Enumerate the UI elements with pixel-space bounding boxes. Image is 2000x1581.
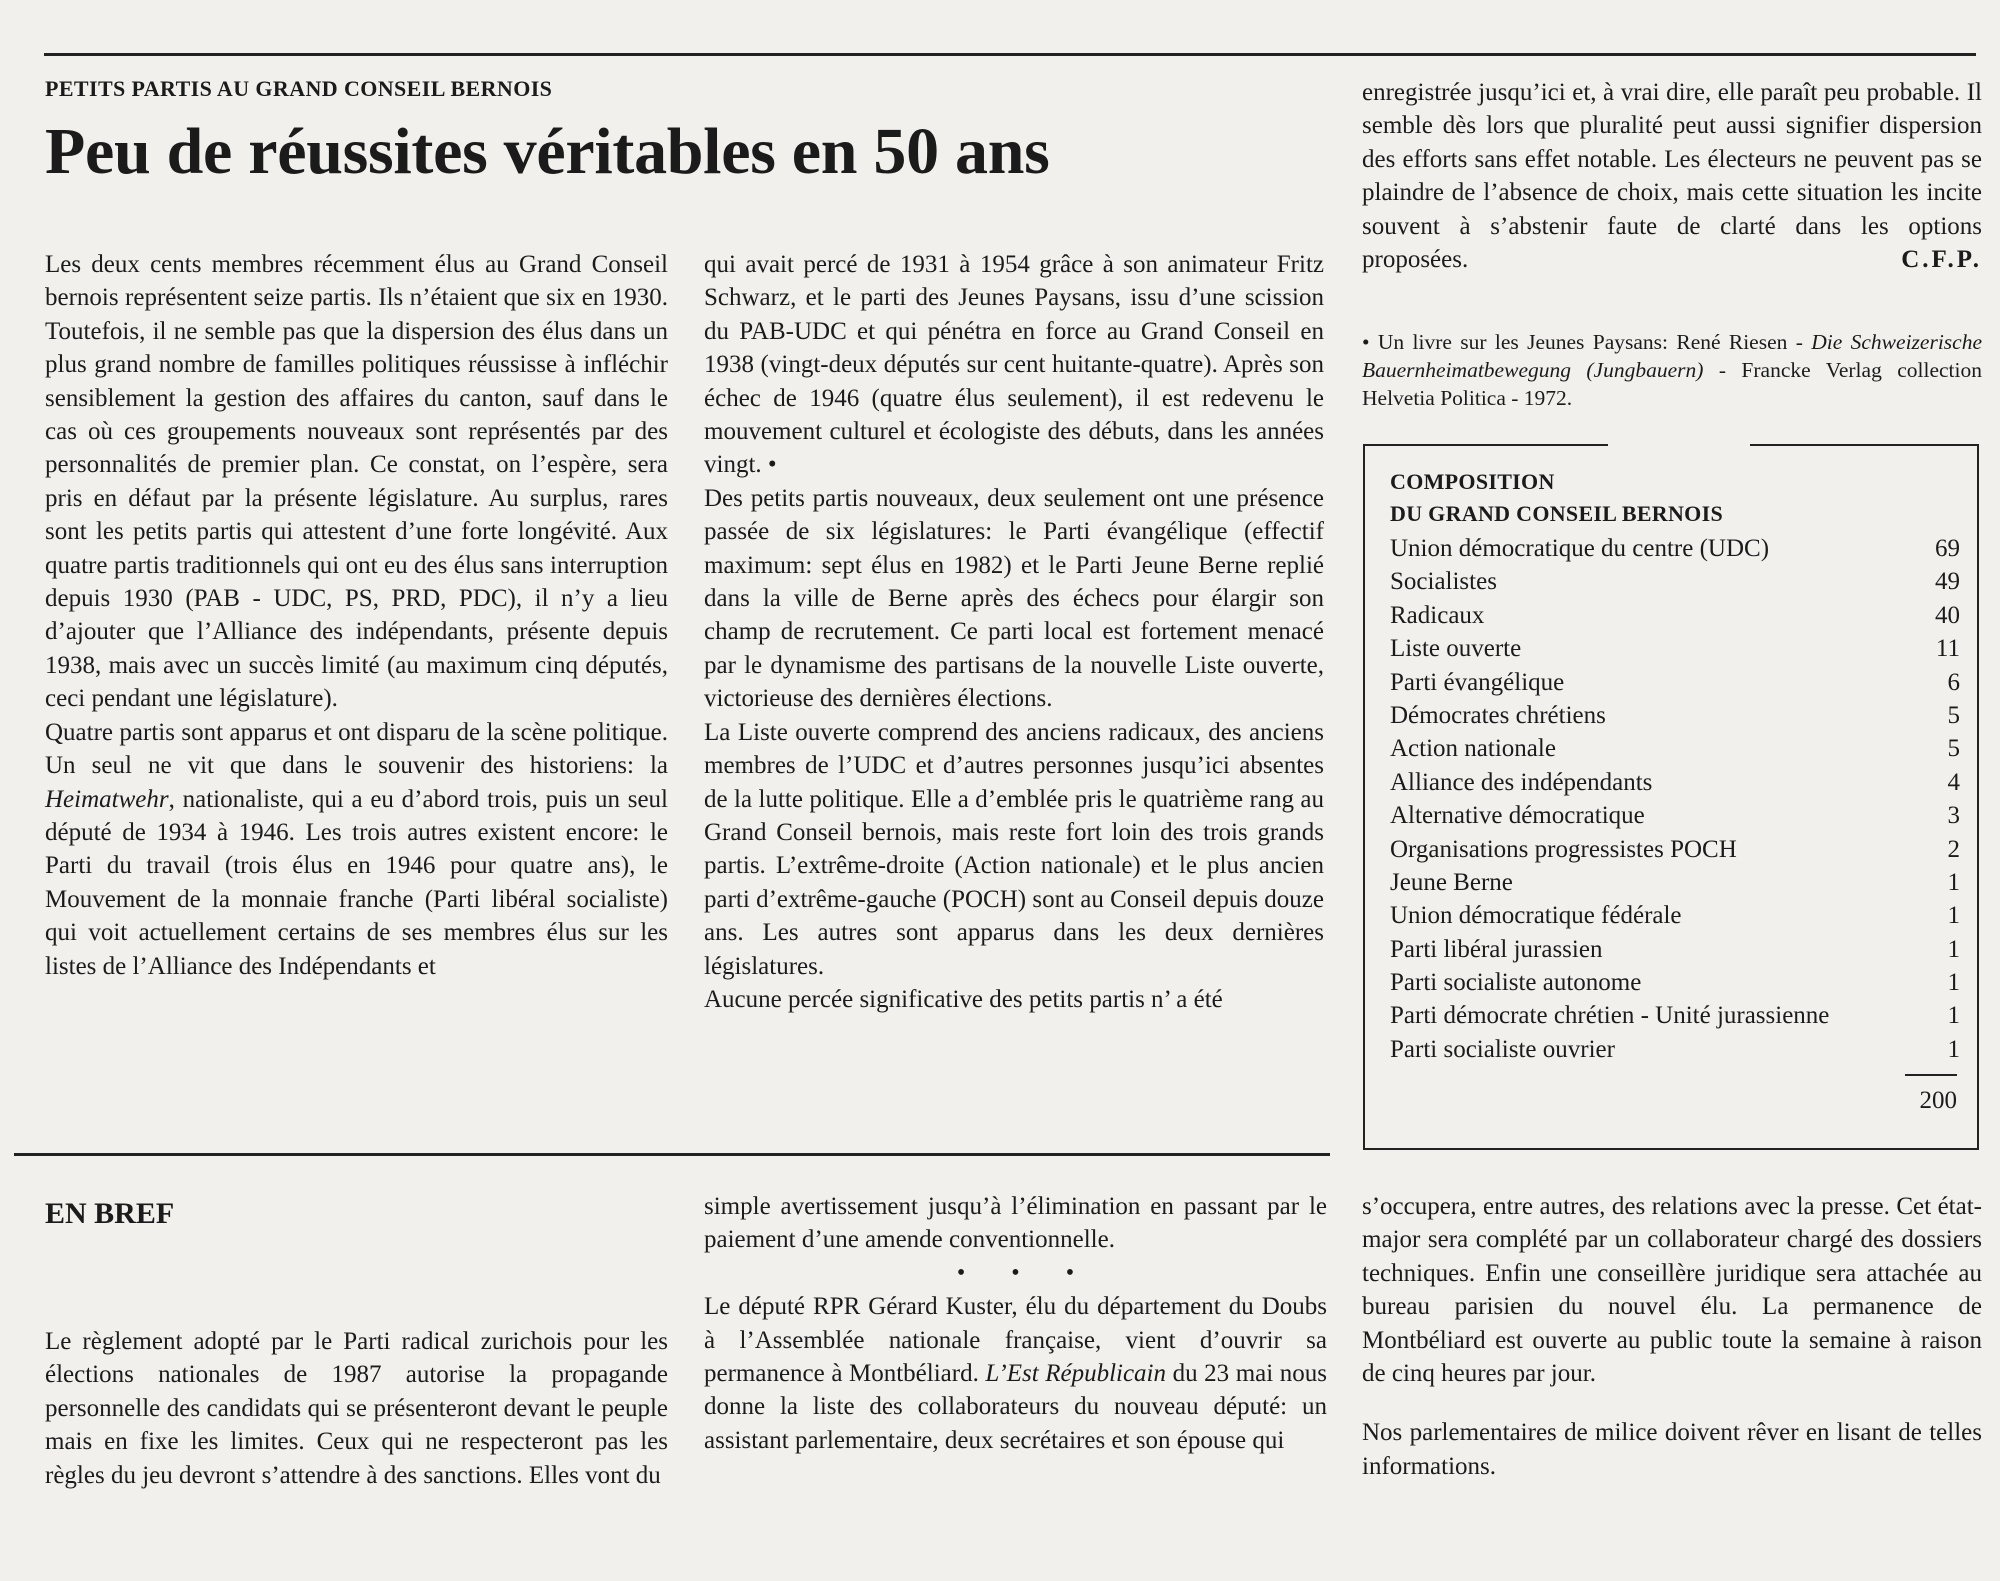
composition-row: [1390, 933, 1960, 966]
en-bref-column-2: [704, 1190, 1327, 1457]
newspaper-title-italic: L’Est Républicain: [985, 1360, 1167, 1388]
composition-row: [1390, 565, 1960, 598]
composition-row: [1390, 599, 1960, 632]
party-seats: 1: [1947, 969, 1960, 997]
separator-dots: • • •: [956, 1259, 1095, 1286]
composition-row: [1390, 532, 1960, 565]
box-border-gap: [1608, 442, 1750, 448]
party-name: Jeune Berne: [1390, 868, 1513, 896]
party-seats: 40: [1935, 601, 1960, 629]
article-paragraph: Les deux cents membres récemment élus au Grand Conseil bernois représentent seize partis. Ils n’étaient que six en 1930. Toutefois, il ne semble pas que la dispersion des élus dans un plus grand nombre de familles politiques réussisse à infléchir sensiblement la gestion des affaires du canton, sauf dans le cas où ces groupements nouveaux sont représentés par des personnalités de premier plan. Ce constat, on l’espère, sera pris en défaut par la présente législature. Au surplus, rares sont les petits partis qui attestent d’une forte longévité. Aux quatre partis traditionnels qui ont eu des élus sans interruption depuis 1930 (PAB - UDC, PS, PRD, PDC), il n’y a lieu d’ajouter que l’Alliance des indépendants, présente depuis 1938, mais avec un succès limité (au maximum cinq députés, ceci pendant une législature).: [45, 251, 668, 713]
heimatwehr-italic: Heimatwehr: [45, 785, 169, 813]
composition-box: [1363, 444, 1979, 1150]
article-paragraph: qui avait percé de 1931 à 1954 grâce à son animateur Fritz Schwarz, et le parti des Jeunes Paysans, issu d’une scission du PAB-UDC et qui pénétra en force au Grand Conseil en 1938 (vingt-deux députés sur cent huitante-quatre). Après son échec de 1946 (quatre élus seulement), il est redevenu le mouvement culturel et écologiste des débuts, dans les années vingt. •: [704, 251, 1324, 479]
article-paragraph: Quatre partis sont apparus et ont disparu de la scène politique. Un seul ne vit que dans le souvenir des historiens: la Heimatwehr, nationaliste, qui a eu d’abord trois, puis un seul député de 1934 à 1946. Les trois autres existent encore: le Parti du travail (trois élus en 1946 pour quatre ans), le Mouvement de la monnaie franche (Parti libéral socialiste) qui voit actuellement certains de ses membres élus sur les listes de l’Alliance des Indépendants et: [45, 718, 668, 980]
party-seats: 3: [1947, 802, 1960, 830]
composition-list: [1390, 532, 1960, 1066]
party-seats: 2: [1947, 835, 1960, 863]
author-signature: C.F.P.: [1901, 246, 1982, 274]
party-name: Organisations progressistes POCH: [1390, 835, 1737, 863]
party-name: Radicaux: [1390, 601, 1485, 629]
composition-row: [1390, 799, 1960, 832]
composition-row: [1390, 1033, 1960, 1066]
en-bref-paragraph: Le député RPR Gérard Kuster, élu du département du Doubs à l’Assemblée nationale française, vient d’ouvrir sa permanence à Montbéliard. L’Est Républicain du 23 mai nous donne la liste des collaborateurs du nouveau député: un assistant parlementaire, deux secrétaires et son épouse qui: [704, 1293, 1327, 1454]
party-seats: 6: [1947, 668, 1960, 696]
composition-row: [1390, 999, 1960, 1032]
composition-row: [1390, 732, 1960, 765]
party-seats: 1: [1947, 935, 1960, 963]
total-rule: [1905, 1074, 1957, 1076]
en-bref-heading: EN BREF: [45, 1197, 175, 1230]
party-name: Union démocratique fédérale: [1390, 902, 1682, 930]
party-name: Parti évangélique: [1390, 668, 1565, 696]
composition-row: [1390, 632, 1960, 665]
en-bref-paragraph: simple avertissement jusqu’à l’élimination en passant par le paiement d’une amende conventionnelle.: [704, 1193, 1327, 1254]
composition-row: [1390, 966, 1960, 999]
party-seats: 69: [1935, 535, 1960, 562]
party-seats: 5: [1947, 735, 1960, 763]
composition-total: 200: [1919, 1087, 1957, 1114]
composition-row: [1390, 766, 1960, 799]
composition-title: COMPOSITION DU GRAND CONSEIL BERNOIS: [1390, 469, 1723, 526]
article-kicker: PETITS PARTIS AU GRAND CONSEIL BERNOIS: [45, 76, 553, 101]
en-bref-paragraph: Nos parlementaires de milice doivent rêver en lisant de telles informations.: [1362, 1419, 1982, 1480]
composition-row: [1390, 866, 1960, 899]
party-name: Parti socialiste autonome: [1390, 969, 1642, 997]
party-name: Parti démocrate chrétien - Unité jurassienne: [1390, 1002, 1830, 1030]
top-rule: [44, 53, 1976, 56]
article-footnote: • Un livre sur les Jeunes Paysans: René Riesen - Die Schweizerische Bauernheimatbewegung (Jungbauern) - Francke Verlag collection Helvetia Politica - 1972.: [1362, 330, 1983, 410]
article-column-3: [1362, 76, 1982, 276]
party-name: Alternative démocratique: [1390, 802, 1645, 830]
party-name: Parti socialiste ouvrier: [1390, 1035, 1615, 1063]
party-name: Socialistes: [1390, 568, 1497, 596]
party-name: Alliance des indépendants: [1390, 768, 1653, 796]
article-paragraph: enregistrée jusqu’ici et, à vrai dire, elle paraît peu probable. Il semble dès lors que pluralité peut aussi signifier dispersion des efforts sans effet notable. Les électeurs ne peuvent pas se plaindre de l’absence de choix, mais cette situation les incite souvent à s’abstenir faute de clarté dans les options proposées. C.F.P.: [1362, 76, 1982, 276]
party-seats: 49: [1935, 568, 1960, 596]
en-bref-paragraph: Le règlement adopté par le Parti radical zurichois pour les élections nationales de 1987 autorise la propagande personnelle des candidats qui se présenteront devant le peuple mais en fixe les limites. Ceux qui ne respecteront pas les règles du jeu devront s’attendre à des sanctions. Elles vont du: [45, 1328, 668, 1489]
article-headline: Peu de réussites véritables en 50 ans: [45, 115, 1050, 188]
party-seats: 5: [1947, 701, 1960, 729]
party-name: Action nationale: [1390, 735, 1556, 763]
section-rule: [14, 1153, 1330, 1156]
composition-row: [1390, 699, 1960, 732]
book-title-italic: Die Schweizerische Bauernheimatbewegung (Jungbauern): [1362, 330, 1982, 382]
article-paragraph: La Liste ouverte comprend des anciens radicaux, des anciens membres de l’UDC et d’autres personnes jusqu’ici absentes de la lutte politique. Elle a d’emblée pris le quatrième rang au Grand Conseil bernois, mais reste fort loin des trois grands partis. L’extrême-droite (Action nationale) et le plus ancien parti d’extrême-gauche (POCH) sont au Conseil depuis douze ans. Les autres sont apparus dans les deux dernières législatures.: [704, 718, 1324, 980]
party-seats: 1: [1947, 1002, 1960, 1030]
article-paragraph: Des petits partis nouveaux, deux seulement ont une présence passée de six législatures: le Parti évangélique (effectif maximum: sept élus en 1982) et le Parti Jeune Berne replié dans la ville de Berne après des échecs pour élargir son champ de recrutement. Ce parti local est fortement menacé par le dynamisme des partisans de la nouvelle Liste ouverte, victorieuse des dernières élections.: [704, 484, 1324, 713]
party-name: Union démocratique du centre (UDC): [1390, 535, 1770, 562]
en-bref-column-1: [45, 1325, 668, 1492]
composition-row: [1390, 666, 1960, 699]
composition-row: [1390, 899, 1960, 932]
party-seats: 1: [1947, 868, 1960, 896]
en-bref-paragraph: s’occupera, entre autres, des relations avec la presse. Cet état-major sera complété par un collaborateur chargé des dossiers techniques. Enfin une conseillère juridique sera attachée au bureau parisien du nouvel élu. La permanence de Montbéliard est ouverte au public toute la semaine à raison de cinq heures par jour.: [1362, 1193, 1982, 1388]
party-name: Parti libéral jurassien: [1390, 935, 1603, 963]
article-column-1: [45, 248, 668, 983]
party-name: Liste ouverte: [1390, 635, 1522, 663]
party-seats: 11: [1935, 635, 1960, 663]
party-seats: 4: [1947, 768, 1960, 796]
party-seats: 1: [1947, 1035, 1960, 1063]
article-column-2: [704, 248, 1324, 1016]
party-seats: 1: [1947, 902, 1960, 930]
article-paragraph: Aucune percée significative des petits partis n’ a été: [704, 985, 1223, 1013]
composition-row: [1390, 833, 1960, 866]
en-bref-column-3: [1362, 1190, 1982, 1483]
party-name: Démocrates chrétiens: [1390, 701, 1606, 729]
